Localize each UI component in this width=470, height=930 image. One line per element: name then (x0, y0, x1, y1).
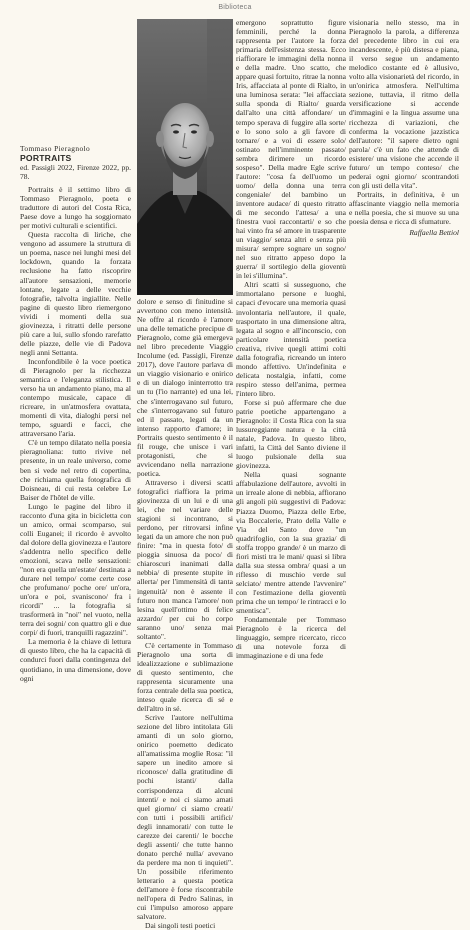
paragraph: Altri scatti si susseguono, che immortalano persone e luoghi, capaci d'evocare una memoria quasi involontaria nell'autore, il quale, trasportato in una dimensione altra, legata al sogno e all'inconscio, con particolare intensità poetica creativa, rivive quegli attimi colti dalla fotografia, ricreando un intero mondo affettivo. Un'indefinita e delicata nostalgia, infatti, come respiro stesso dell'anima, permea l'intero libro. (236, 280, 346, 398)
bibliographic-info: ed. Passigli 2022, Firenze 2022, pp. 78. (20, 163, 131, 182)
section-header: Biblioteca (218, 4, 252, 11)
paragraph: Inconfondibile è la voce poetica di Pieragnolo per la ricchezza semantica e l'eleganza stilistica. Il verso ha un andamento piano, ma al contempo musicale, capace di ricreare, in un'atmosfera ovattata, momenti di vita, dialoghi persi nel tempo, sguardi e facci, che attraversano l'aria. (20, 356, 131, 439)
paragraph: Questa raccolta di liriche, che vengono ad assumere la struttura di un poema, nasce nei lunghi mesi del lockdown, quando la forzata reclusione ha fatto riscoprire all'autore sensazioni, memorie lontane, legate a delle vecchie fotografie, talvolta ingiallite. Nelle pagine di questo libro riemergono vividi i momenti della sua giovinezza, i ritratti delle persone più care a lui, sullo sfondo rarefatto delle piazze, delle vie di Padova negli anni Settanta. (20, 230, 131, 357)
paragraph: Dai singoli testi poetici (145, 921, 216, 930)
paragraph: visionaria nello stesso, ma in Pieragnolo la parola, a differenza del precedente libro in cui era incandescente, è più distesa e piana, il verso segue un andamento melodico costante ed è allusivo, volto alla visionarietà del ricordo, in un'onirica atmosfera. Nell'ultima sezione, tuttavia, il ritmo della versificazione si accende d'immagini e la lingua assume una ricchezza di variazioni, che conferma la vocazione jazzistica dell'autore: "il sapere dietro ogni parola/ c'è un fato che attende di esistere/ una visione che accende il futuro/ un tempo conteso/ che pederai ogni giorno/ scontrandoti con gli usti della vita". (349, 18, 459, 190)
paragraph: dolore e senso di finitudine si avvertono con meno intensità. Ne offre al ricordo è l'amore una delle tematiche precipue di Pieragnolo, come già emergeva nel libro precedente Viaggio Incolume (ed. Passigli, Firenze 2017), dove l'autore parlava di un viaggio visionario e onirico e di un dialogo ininterrotto tra un tu (l'io narrante) ed una lei, che s'interrogavano sul futuro, che s'interrogavano sul futuro ed il passato, legati da un intenso rapporto d'amore; in Portraits questo sentimento è il fil rouge, che unisce i vari protagonisti, che si avvicendano nella narrazione poetica. (137, 297, 233, 478)
paragraph: La memoria è la chiave di lettura di questo libro, che ha la capacità di condurci fuori dalla contingenza del quotidiano, in una dimensione, dove ogni (20, 637, 131, 683)
review-signature: Raffaella Bettiol (409, 228, 459, 238)
paragraph: Lungo le pagine del libro il racconto d'una gita in bicicletta con un amico, ormai scomparso, sui colli Euganei; il ricordo è avvolto dal dolore della giovinezza e l'autore s'addentra nello specifico delle emozioni, scava nelle sensazioni: "non era quella un'estate/ destinata a durare nel tempo/ come certe cose che profumano/ poche ore/ un'ora, un'ora e poi, svaniscono/ fra i ricordi" ... la fotografia si trasformerà in "noi" nel vuoto, nella terra dei sogni/ con quattro gli e due corpi/ di fuori, tranquilli ragazzini". (20, 501, 131, 638)
author-photo (137, 19, 233, 295)
paragraph: Nella quasi sognante affabulazione dell'autore, avvolti in un irreale alone di nebbia, affiorano gli angoli più suggestivi di Padova: Piazza Duomo, Piazza delle Erbe, via Boccalerie, Prato della Valle e Via del Santo dove "un quadrifoglio, con la sua grazia/ di stoffa troppo grande/ è un marzo di fiori misti tra le mani/ quasi si libra dalla sua stessa ombra/ quasi a un riflesso di muschio verde sul selciato/ mentre attende l'avvenire" con l'estimazione della gioventù prima che un tempo/ le rintracci e lo smentisca". (236, 470, 346, 616)
column-2 (137, 297, 233, 930)
book-title: PORTRAITS (20, 153, 72, 164)
paragraph: C'è certamente in Tommaso Pieragnolo una sorta di idealizzazione e sublimazione di questo sentimento, che rappresenta sicuramente una forza centrale della sua poetica, inteso quale ricerca di sé e dell'altro in sé. (137, 640, 233, 714)
paragraph: Forse si può affermare che due patrie poetiche appartengano a Pieragnolo: il Costa Rica con la sua lussureggiante natura e la città natale, Padova. In questo libro, infatti, la Città del Santo diviene il luogo pulsionale della sua giovinezza. (236, 397, 346, 471)
paragraph: Portraits è il settimo libro di Tommaso Pieragnolo, poeta e traduttore di autori del Costa Rica, Paese dove a lungo ha soggiornato per motivi culturali e scientifici. (20, 185, 131, 231)
book-author: Tommaso Pieragnolo (20, 144, 91, 153)
paragraph: Attraverso i diversi scatti fotografici riaffiora la prima giovinezza di un lui e di una lei, che nel variare delle stagioni si incontrano, si perdono, per ritrovarsi infine legati da un amore che non può finire: "ma in questa foto/ di pioggia sinuosa da poco/ di chiaroscuri inanimati dalla nebbia/ di presente stupite in allerta/ per l'immensità di tanta ingenuità/ non è assente il futuro non manca l'amore/ non lesina quell'ottimo di felice azzardo/ per cui ho corpo saranno uno/ senza mai soltanto". (137, 477, 233, 641)
column-3 (236, 18, 346, 660)
column-1 (20, 144, 131, 683)
column-4 (349, 18, 459, 237)
paragraph: emergono soprattutto figure femminili, perché la donna rappresenta per l'autore la forza primaria dell'esistenza stessa. Ecco riaffiorare le immagini della nonna e della madre. Uno scatto, che appare quasi fortuito, ritrae la nonna Iris, affacciata al ponte di Rialto, in una luminosa serata: "lei affacciata sulla sponda di Rialto/ guarda dall'alto una città affondare/ un tempo sperava di fuggire alla sorte/ e lo sono solo a gli favore di tornare/ e a voi di essere solo/ ostinato nell'imminente passato/ sembra dirimere un ricordo sospeso". Della madre Egle scrive l'autore: "cosa fa dell'uomo un uomo/ della donna una terra congeniale/ del bambino un inventore audace/ di questo ritratto di me secondo l'attesa/ a una finestra vuoi raccontarti/ e so che hai vinto fra sé amore in trasparente un viaggio/ senza altri e senza più misura/ sempre sognare un sogno/ nel suo ritratto appeso dopo la guerra/ il sortilegio della gioventù in lei s'illumina". (236, 18, 346, 281)
paragraph: Portraits, in definitiva, è un affascinante viaggio nella memoria e nella poesia, che si muove su una poesia densa e ricca di sfumature. (349, 189, 459, 227)
paragraph: C'è un tempo dilatato nella poesia pieragnoliana: tutto rivive nel presente, in un reale universo, come ben si vede nel retro di copertina, che richiama quella fotografica di Doisneau, di cui resta celebre Le Baiser de l'hôtel de ville. (20, 438, 131, 502)
author-portrait-image (137, 19, 233, 295)
paragraph: Scrive l'autore nell'ultima sezione del libro intitolata Gli amanti di un solo giorno, onirico poemetto dedicato all'amatissima moglie Rosa: "il sapere un inedito amore si riconosce/ dalla gratitudine di pochi istanti/ dalla corrispondenza di alcuni intenti/ e noi ci siamo amati quel giorno/ ci siamo creati/ con tutti i possibili artifici/ degli innamorati/ con tutte le carezze dei carenti/ le bocche degli assenti/ che tutte hanno donato perché nulla/ avevano da perdere ma non ti inquieti". Un possibile riferimento letterario a questa poetica dell'amore è forse riscontrabile nell'opera di Pedro Salinas, in cui l'impulso amoroso appare salvatore. (137, 713, 233, 922)
paragraph: Fondamentale per Tommaso Pieragnolo è la ricerca del linguaggio, sempre ricercato, ricco di una notevole forza di immaginazione e di una fede (236, 615, 346, 661)
